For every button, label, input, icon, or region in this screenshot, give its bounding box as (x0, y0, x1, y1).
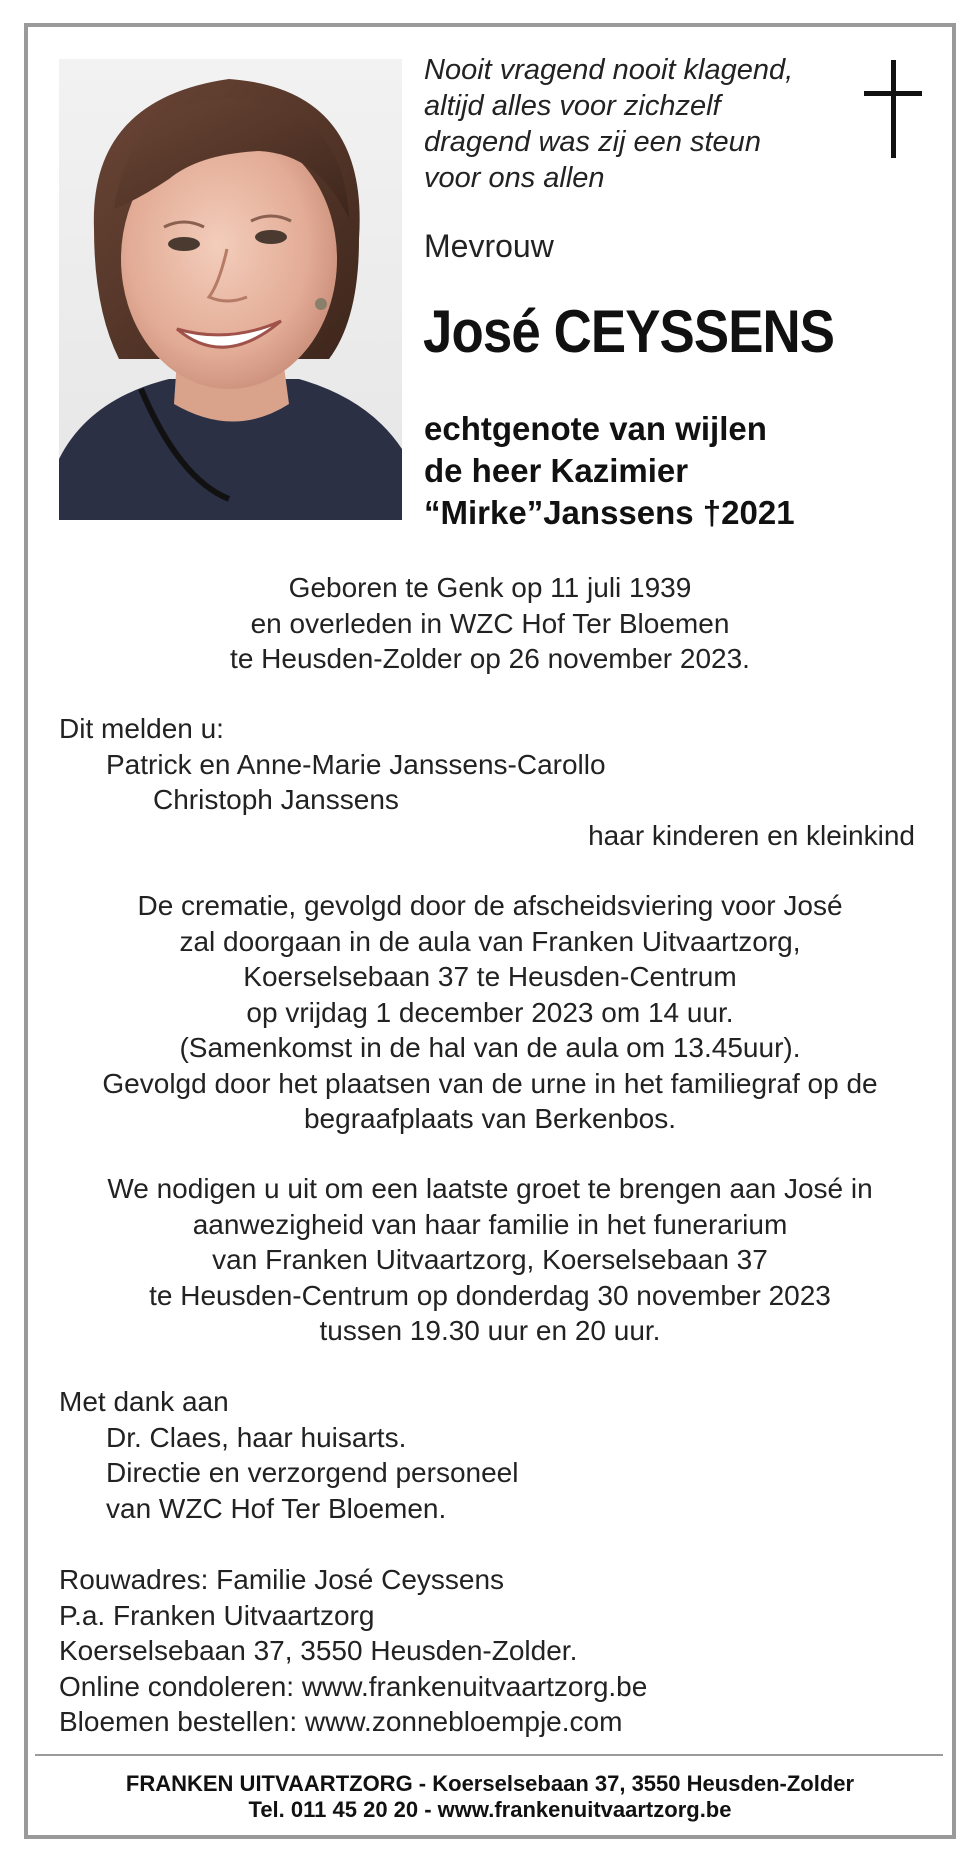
birth-death-line: en overleden in WZC Hof Ter Bloemen (250, 607, 730, 639)
thanks-line: van WZC Hof Ter Bloemen. (106, 1493, 447, 1524)
footer-divider (35, 1754, 943, 1756)
ceremony-line: Koerselsebaan 37 te Heusden-Centrum (243, 961, 737, 992)
ceremony-line: begraafplaats van Berkenbos. (303, 1103, 677, 1134)
address-line: Rouwadres: Familie José Ceyssens (59, 1564, 505, 1595)
portrait-photo (59, 59, 402, 520)
birth-death-line: Geboren te Genk op 11 juli 1939 (288, 572, 692, 603)
address-block (59, 1562, 647, 1740)
ceremony-line: op vrijdag 1 december 2023 om 14 uur. (246, 996, 734, 1028)
announcers-relation: haar kinderen en kleinkind (588, 820, 915, 851)
poem-line: dragend was zij een steun (424, 126, 761, 158)
birth-death-info (50, 570, 930, 677)
deceased-name: José CEYSSENS (423, 298, 835, 365)
poem-line: altijd alles voor zichzelf (424, 90, 721, 122)
spouse-info (424, 408, 795, 534)
visitation-line: We nodigen u uit om een laatste groet te brengen aan José in (107, 1173, 873, 1204)
salutation: Mevrouw (424, 228, 554, 264)
announcer-line: Patrick en Anne-Marie Janssens-Carollo (106, 749, 606, 780)
ceremony-info (50, 888, 930, 1137)
poem-line: voor ons allen (424, 162, 605, 194)
birth-death-line: te Heusden-Zolder op 26 november 2023. (230, 643, 750, 674)
thanks-line: Dr. Claes, haar huisarts. (106, 1422, 407, 1453)
condolence-link[interactable]: Online condoleren: www.frankenuitvaartzorg.be (59, 1670, 648, 1702)
spouse-line: de heer Kazimier (424, 452, 689, 489)
address-line: Koerselsebaan 37, 3550 Heusden-Zolder. (59, 1635, 578, 1666)
ceremony-line: (Samenkomst in de hal van de aula om 13.45uur). (179, 1032, 801, 1063)
announcers-intro: Dit melden u: (59, 713, 224, 744)
ceremony-line: De crematie, gevolgd door de afscheidsviering voor José (137, 890, 843, 921)
poem-line: Nooit vragend nooit klagend, (424, 54, 794, 86)
announcer-line: Christoph Janssens (153, 784, 399, 815)
thanks-intro: Met dank aan (59, 1386, 229, 1417)
footer-line: Tel. 011 45 20 20 - www.frankenuitvaartzorg.be (248, 1797, 732, 1822)
visitation-info (50, 1171, 930, 1349)
footer-line: FRANKEN UITVAARTZORG - Koerselsebaan 37, 3550 Heusden-Zolder (125, 1771, 855, 1796)
spouse-line: “Mirke”Janssens †2021 (424, 494, 795, 531)
ceremony-line: Gevolgd door het plaatsen van de urne in het familiegraf op de (102, 1067, 878, 1099)
visitation-line: aanwezigheid van haar familie in het funerarium (192, 1208, 788, 1240)
address-line: P.a. Franken Uitvaartzorg (59, 1599, 375, 1631)
spouse-line: echtgenote van wijlen (424, 410, 767, 447)
cross-icon (864, 60, 922, 160)
visitation-line: te Heusden-Centrum op donderdag 30 november 2023 (149, 1279, 831, 1311)
visitation-line: van Franken Uitvaartzorg, Koerselsebaan 37 (212, 1244, 768, 1275)
poem (424, 52, 864, 196)
ceremony-line: zal doorgaan in de aula van Franken Uitvaartzorg, (179, 925, 801, 957)
thanks-line: Directie en verzorgend personeel (106, 1457, 519, 1488)
visitation-line: tussen 19.30 uur en 20 uur. (319, 1315, 661, 1346)
flowers-link[interactable]: Bloemen bestellen: www.zonnebloempje.com (59, 1706, 623, 1737)
